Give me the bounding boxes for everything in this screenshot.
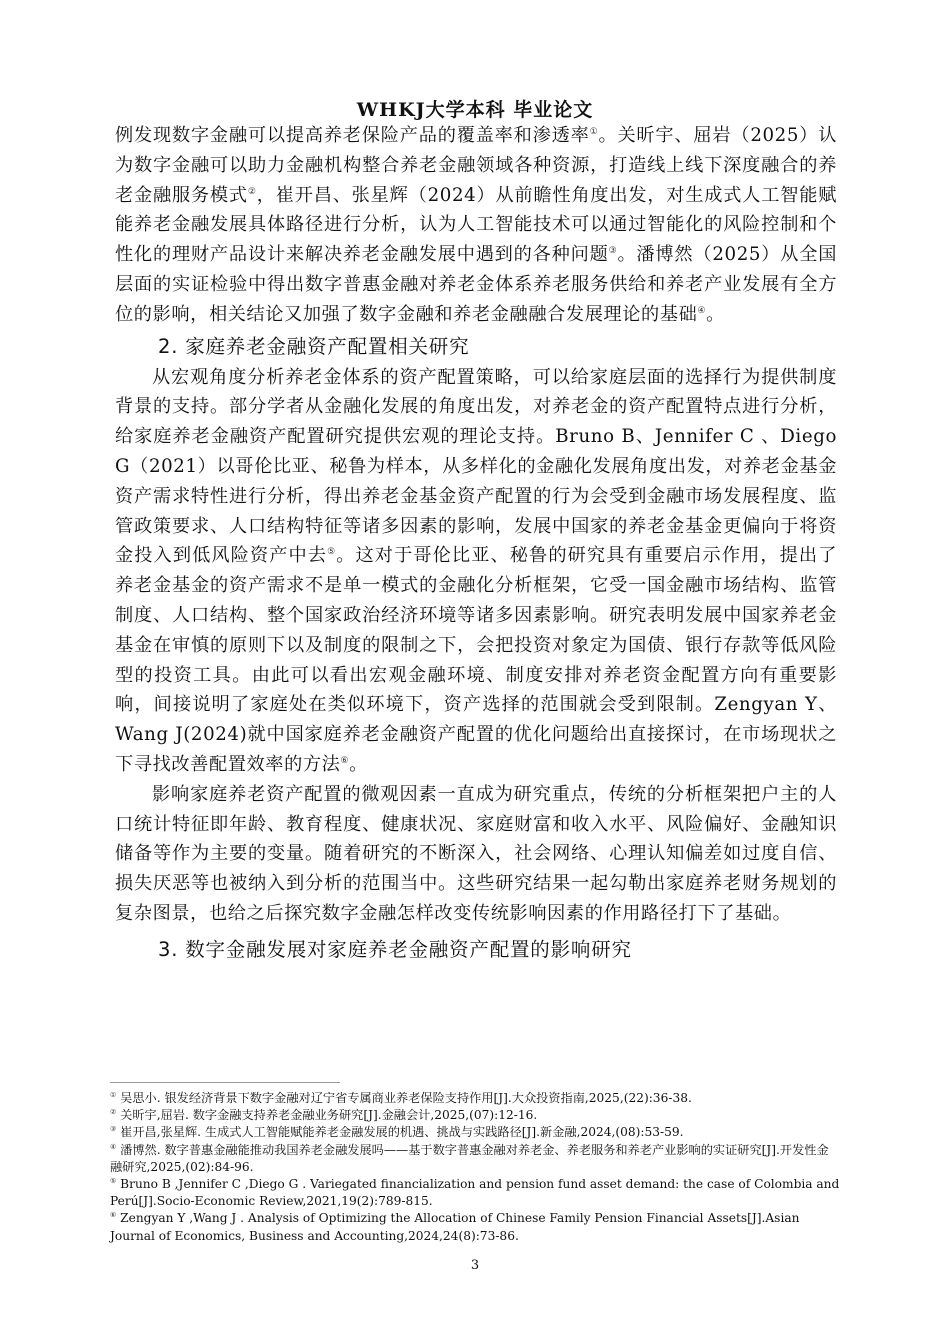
footnotes <box>110 1090 840 1245</box>
footnote-text: 吴思小. 银发经济背景下数字金融对辽宁省专属商业养老保险支持作用[J].大众投资指南,2025,(22):36-38. <box>120 1091 692 1105</box>
footnote-mark: ① <box>110 1090 117 1099</box>
footnote-mark: ⑥ <box>110 1211 117 1220</box>
footnote-text: 崔开昌,张星辉. 生成式人工智能赋能养老金融发展的机遇、挑战与实践路径[J].新金融,2024,(08):53-59. <box>120 1125 684 1140</box>
paragraph-text: 。 <box>349 753 368 775</box>
footnote-divider <box>110 1082 340 1083</box>
footnote-ref[interactable]: ⑥ <box>340 755 350 766</box>
paragraph-3 <box>115 780 837 929</box>
footnote <box>110 1090 840 1107</box>
paragraph-1 <box>115 121 837 330</box>
body-text <box>115 121 837 966</box>
footnote-mark: ③ <box>110 1125 117 1134</box>
footnote <box>110 1176 840 1210</box>
footnote-text: Zengyan Y ,Wang J . Analysis of Optimizing the Allocation of Chinese Family Pension Financial Assets[J].Asian Journal of Economics, Business and Accounting,2024,24(8):73-86. <box>110 1211 800 1243</box>
footnote-ref[interactable]: ② <box>247 186 257 197</box>
footnote <box>110 1124 840 1141</box>
footnote-ref[interactable]: ③ <box>608 246 618 257</box>
paragraph-2 <box>115 363 837 780</box>
paragraph-text: 。 <box>706 303 725 325</box>
section-heading-3: 3. 数字金融发展对家庭养老金融资产配置的影响研究 <box>158 937 632 961</box>
page-header: WHKJ大学本科 毕业论文 <box>356 99 594 121</box>
paragraph-text: 。潘博然（2025）从全国层面的实证检验中得出数字普惠金融对养老金体系养老服务供给和养老产业发展有全方位的影响，相关结论又加强了数字金融和养老金融融合发展理论的基础 <box>115 244 837 325</box>
paragraph-text: 。这对于哥伦比亚、秘鲁的研究具有重要启示作用，提出了养老金基金的资产需求不是单一模式的金融化分析框架，它受一国金融市场结构、监管制度、人口结构、整个国家政治经济环境等诸多因素影响。研究表明发展中国家养老金基金在审慎的原则下以及制度的限制之下，会把投资对象定为国债、银行存款等低风险型的投资工具。由此可以看出宏观金融环境、制度安排对养老资金配置方向有重要影响，间接说明了家庭处在类似环境下，资产选择的范围就会受到限制。Zengyan Y、Wang J(2024)就中国家庭养老金融资产配置的优化问题给出直接探讨，在市场现状之下寻找改善配置效率的方法 <box>115 545 838 775</box>
footnote-ref[interactable]: ① <box>589 126 599 137</box>
footnote-ref[interactable]: ④ <box>697 305 707 316</box>
paragraph-text: 例发现数字金融可以提高养老保险产品的覆盖率和渗透率 <box>115 125 590 146</box>
paragraph-text: 从宏观角度分析养老金体系的资产配置策略，可以给家庭层面的选择行为提供制度背景的支持。部分学者从金融化发展的角度出发，对养老金的资产配置特点进行分析，给家庭养老金融资产配置研究提供宏观的理论支持。Bruno B、Jennifer C 、Diego G（2021）以哥伦比亚、秘鲁为样本，从多样化的金融化发展角度出发，对养老金基金资产需求特性进行分析，得出养老金基金资产配置的行为会受到金融市场发展程度、监管政策要求、人口结构特征等诸多因素的影响，发展中国家的养老金基金更偏向于将资金投入到低风险资产中去 <box>115 366 837 567</box>
footnote <box>110 1142 840 1176</box>
footnote-text: 关昕宇,屈岩. 数字金融支持养老金融业务研究[J].金融会计,2025,(07):12-16. <box>120 1108 538 1123</box>
footnote-text: 潘博然. 数字普惠金融能推动我国养老金融发展吗——基于数字普惠金融对养老金、养老服务和养老产业影响的实证研究[J].开发性金融研究,2025,(02):84-96. <box>110 1142 829 1174</box>
paragraph-text: ，崔开昌、张星辉（2024）从前瞻性角度出发，对生成式人工智能赋能养老金融发展具体路径进行分析，认为人工智能技术可以通过智能化的风险控制和个性化的理财产品设计来解决养老金融发展中遇到的各种问题 <box>115 184 837 266</box>
footnote <box>110 1210 840 1244</box>
paragraph-text: 。关昕宇、屈岩（2025）认为数字金融可以助力金融机构整合养老金融领域各种资源，打造线上线下深度融合的养老金融服务模式 <box>115 125 837 206</box>
section-heading-2: 2. 家庭养老金融资产配置相关研究 <box>158 334 470 358</box>
paragraph-text: 影响家庭养老资产配置的微观因素一直成为研究重点，传统的分析框架把户主的人口统计特征即年龄、教育程度、健康状况、家庭财富和收入水平、风险偏好、金融知识储备等作为主要的变量。随着研究的不断深入，社会网络、心理认知偏差如过度自信、损失厌恶等也被纳入到分析的范围当中。这些研究结果一起勾勒出家庭养老财务规划的复杂图景，也给之后探究数字金融怎样改变传统影响因素的作用路径打下了基础。 <box>115 783 837 924</box>
footnote-mark: ⑤ <box>110 1176 117 1185</box>
footnote-mark: ④ <box>110 1142 117 1151</box>
footnote-ref[interactable]: ⑤ <box>327 547 337 558</box>
footnote-text: Bruno B ,Jennifer C ,Diego G . Variegated financialization and pension fund asset demand: the case of Colombia and Perú[J].Socio-Economic Review,2021,19(2):789-815. <box>110 1177 840 1209</box>
footnote-mark: ② <box>110 1108 117 1117</box>
footnote <box>110 1107 840 1124</box>
page-number: 3 <box>470 1258 480 1273</box>
